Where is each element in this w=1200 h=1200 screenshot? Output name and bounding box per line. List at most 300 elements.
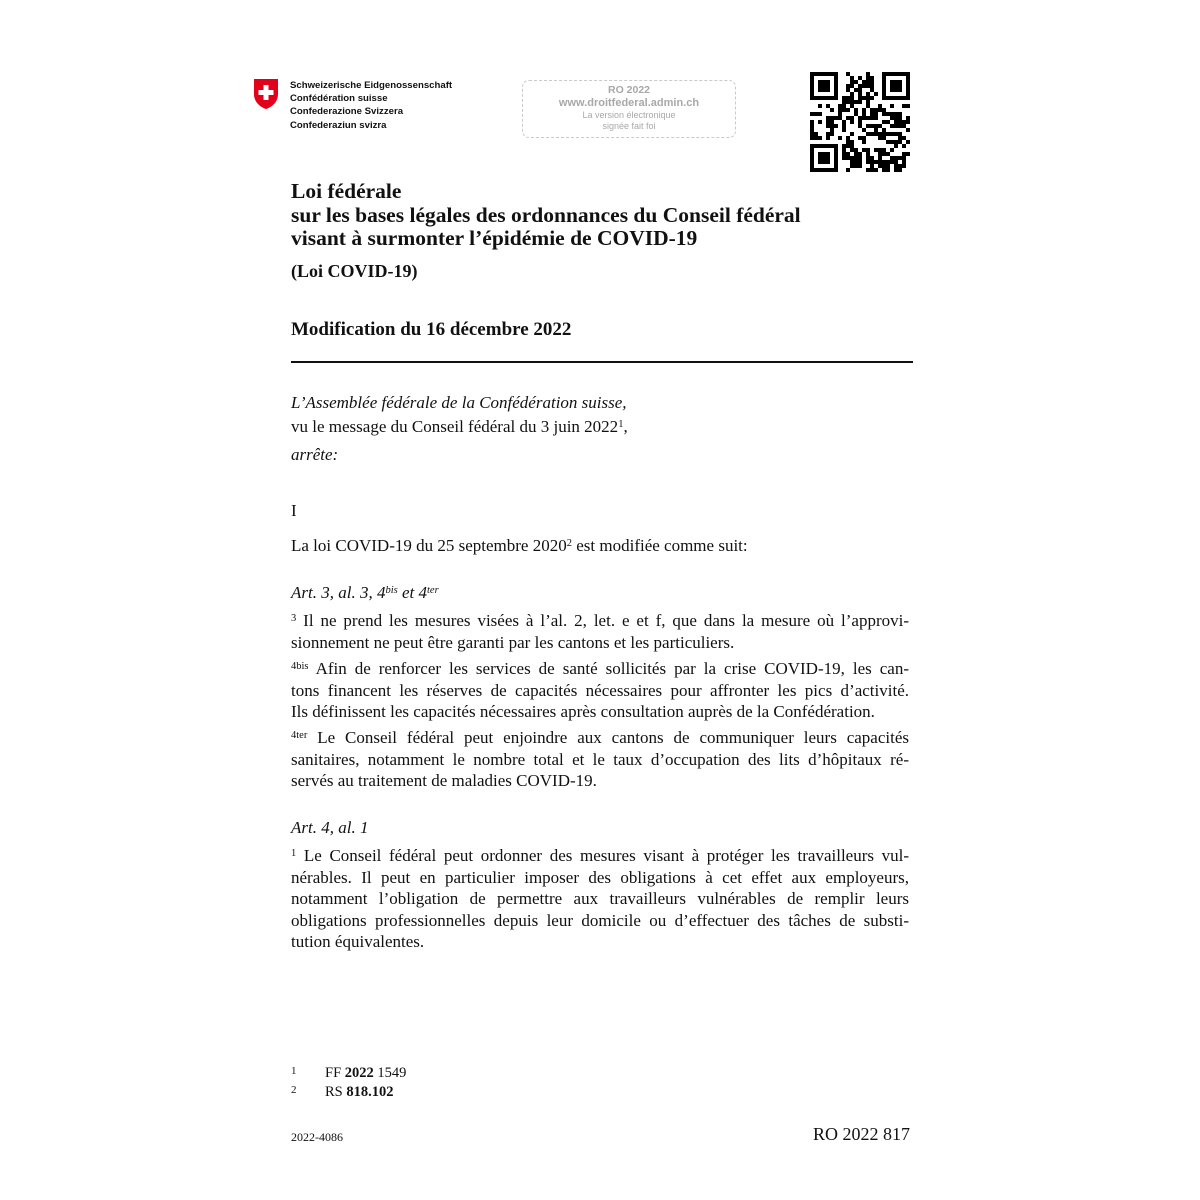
qr-module bbox=[906, 76, 910, 80]
qr-module bbox=[878, 148, 882, 152]
qr-module bbox=[898, 164, 902, 168]
qr-module bbox=[846, 156, 850, 160]
qr-module bbox=[870, 132, 874, 136]
qr-module bbox=[902, 160, 906, 164]
qr-module bbox=[866, 72, 870, 76]
preamble-message-end: , bbox=[623, 417, 628, 436]
preamble-message-text: vu le message du Conseil fédéral du 3 juin 2022 bbox=[291, 417, 619, 436]
qr-module bbox=[850, 116, 854, 120]
electronic-version-stamp bbox=[522, 80, 736, 138]
qr-module bbox=[874, 160, 878, 164]
qr-module bbox=[878, 152, 882, 156]
qr-module bbox=[854, 112, 858, 116]
line-text: Le Conseil fédéral peut ordonner des mesures visant à protéger les travailleurs vul- bbox=[303, 846, 910, 865]
qr-module bbox=[810, 76, 814, 80]
section-intro-end: est modifiée comme suit: bbox=[571, 536, 748, 555]
qr-module bbox=[882, 112, 886, 116]
qr-module bbox=[894, 116, 898, 120]
qr-module bbox=[894, 168, 898, 172]
paragraph-number: 3 bbox=[291, 613, 297, 624]
footnote-ref-2[interactable]: 2 bbox=[566, 538, 572, 549]
qr-module bbox=[846, 100, 850, 104]
qr-module bbox=[902, 96, 906, 100]
qr-module bbox=[886, 160, 890, 164]
qr-module bbox=[838, 116, 842, 120]
qr-module bbox=[846, 144, 850, 148]
qr-module bbox=[834, 168, 838, 172]
qr-module bbox=[862, 116, 866, 120]
qr-module bbox=[826, 160, 830, 164]
qr-module bbox=[854, 152, 858, 156]
qr-module bbox=[894, 164, 898, 168]
qr-module bbox=[810, 80, 814, 84]
art3-paragraph-4bis bbox=[291, 658, 909, 723]
qr-module bbox=[898, 140, 902, 144]
qr-module bbox=[810, 124, 814, 128]
qr-module bbox=[850, 160, 854, 164]
qr-module bbox=[838, 108, 842, 112]
qr-module bbox=[886, 168, 890, 172]
qr-module bbox=[818, 80, 822, 84]
qr-module bbox=[810, 112, 814, 116]
qr-module bbox=[882, 168, 886, 172]
qr-module bbox=[862, 108, 866, 112]
qr-module bbox=[866, 116, 870, 120]
qr-module bbox=[850, 100, 854, 104]
art3-heading-sup-bis: bis bbox=[385, 585, 398, 596]
qr-module bbox=[814, 144, 818, 148]
qr-module bbox=[866, 76, 870, 80]
qr-module bbox=[850, 156, 854, 160]
qr-module bbox=[870, 96, 874, 100]
qr-module bbox=[846, 152, 850, 156]
art4-heading: Art. 4, al. 1 bbox=[291, 818, 369, 837]
qr-module bbox=[890, 132, 894, 136]
qr-module bbox=[862, 80, 866, 84]
qr-module bbox=[890, 80, 894, 84]
qr-module bbox=[878, 132, 882, 136]
qr-module bbox=[858, 84, 862, 88]
footnote-2 bbox=[291, 1082, 406, 1101]
qr-module bbox=[906, 120, 910, 124]
qr-module bbox=[810, 84, 814, 88]
qr-module bbox=[818, 84, 822, 88]
qr-module bbox=[826, 144, 830, 148]
qr-module bbox=[882, 80, 886, 84]
qr-module bbox=[882, 108, 886, 112]
qr-module bbox=[902, 136, 906, 140]
qr-module bbox=[898, 72, 902, 76]
qr-module bbox=[882, 132, 886, 136]
qr-module bbox=[862, 148, 866, 152]
qr-module bbox=[850, 144, 854, 148]
qr-module bbox=[874, 92, 878, 96]
qr-module bbox=[858, 76, 862, 80]
qr-module bbox=[822, 156, 826, 160]
qr-module bbox=[870, 124, 874, 128]
qr-module bbox=[870, 76, 874, 80]
law-title bbox=[291, 180, 801, 251]
qr-module bbox=[826, 156, 830, 160]
qr-module bbox=[902, 164, 906, 168]
qr-module bbox=[878, 136, 882, 140]
qr-module bbox=[834, 124, 838, 128]
qr-module bbox=[890, 124, 894, 128]
qr-module bbox=[894, 140, 898, 144]
qr-module bbox=[850, 132, 854, 136]
qr-module bbox=[814, 132, 818, 136]
qr-module bbox=[810, 96, 814, 100]
qr-module bbox=[866, 84, 870, 88]
qr-module bbox=[842, 120, 846, 124]
qr-module bbox=[842, 96, 846, 100]
footnote-1 bbox=[291, 1063, 406, 1082]
qr-module bbox=[858, 164, 862, 168]
qr-module bbox=[874, 128, 878, 132]
qr-module bbox=[842, 156, 846, 160]
qr-module bbox=[894, 88, 898, 92]
qr-module bbox=[834, 76, 838, 80]
qr-module bbox=[826, 124, 830, 128]
qr-module bbox=[882, 164, 886, 168]
qr-module bbox=[818, 136, 822, 140]
qr-module bbox=[890, 72, 894, 76]
qr-module bbox=[894, 112, 898, 116]
qr-module bbox=[818, 88, 822, 92]
preamble-message bbox=[291, 416, 628, 438]
qr-module bbox=[874, 168, 878, 172]
qr-module bbox=[890, 112, 894, 116]
qr-module bbox=[826, 120, 830, 124]
stamp-website: www.droitfederal.admin.ch bbox=[558, 97, 700, 109]
qr-module bbox=[902, 144, 906, 148]
qr-module bbox=[898, 168, 902, 172]
qr-module bbox=[862, 112, 866, 116]
qr-module bbox=[846, 88, 850, 92]
qr-module bbox=[870, 84, 874, 88]
qr-module bbox=[810, 148, 814, 152]
qr-module bbox=[870, 112, 874, 116]
qr-module bbox=[886, 164, 890, 168]
qr-module bbox=[906, 80, 910, 84]
qr-module bbox=[866, 104, 870, 108]
qr-module bbox=[882, 128, 886, 132]
qr-module bbox=[894, 80, 898, 84]
qr-module bbox=[822, 144, 826, 148]
qr-module bbox=[882, 88, 886, 92]
qr-module bbox=[890, 116, 894, 120]
qr-module bbox=[898, 156, 902, 160]
qr-module bbox=[818, 120, 822, 124]
qr-module bbox=[834, 84, 838, 88]
qr-module bbox=[878, 156, 882, 160]
qr-module bbox=[902, 124, 906, 128]
qr-module bbox=[818, 96, 822, 100]
art4-p1-line-5: tution équivalentes. bbox=[291, 932, 425, 951]
qr-module bbox=[898, 124, 902, 128]
qr-module bbox=[858, 116, 862, 120]
qr-module bbox=[906, 128, 910, 132]
qr-module bbox=[902, 104, 906, 108]
qr-module bbox=[826, 116, 830, 120]
qr-code bbox=[810, 72, 910, 172]
qr-module bbox=[850, 164, 854, 168]
qr-module bbox=[874, 108, 878, 112]
qr-module bbox=[886, 140, 890, 144]
qr-module bbox=[846, 108, 850, 112]
qr-module bbox=[882, 84, 886, 88]
qr-module bbox=[822, 96, 826, 100]
qr-module bbox=[878, 164, 882, 168]
footnote-prefix: FF bbox=[325, 1065, 345, 1081]
qr-module bbox=[894, 156, 898, 160]
qr-module bbox=[866, 152, 870, 156]
qr-module bbox=[858, 120, 862, 124]
confederation-name-fr: Confédération suisse bbox=[290, 93, 388, 105]
qr-module bbox=[866, 92, 870, 96]
stamp-note-2: signée fait foi bbox=[602, 121, 656, 131]
qr-module bbox=[894, 124, 898, 128]
qr-module bbox=[830, 128, 834, 132]
qr-module bbox=[890, 156, 894, 160]
qr-module bbox=[846, 140, 850, 144]
title-divider bbox=[291, 361, 913, 363]
qr-module bbox=[834, 152, 838, 156]
qr-module bbox=[826, 104, 830, 108]
qr-module bbox=[906, 88, 910, 92]
qr-module bbox=[830, 116, 834, 120]
qr-module bbox=[906, 92, 910, 96]
qr-module bbox=[870, 80, 874, 84]
qr-module bbox=[818, 72, 822, 76]
qr-module bbox=[874, 112, 878, 116]
qr-module bbox=[870, 116, 874, 120]
paragraph-number: 4ter bbox=[291, 730, 308, 741]
paragraph-number: 1 bbox=[291, 848, 297, 859]
preamble-assembly: L’Assemblée fédérale de la Confédération suisse, bbox=[291, 393, 627, 412]
qr-module bbox=[870, 88, 874, 92]
qr-module bbox=[854, 88, 858, 92]
qr-module bbox=[894, 96, 898, 100]
qr-module bbox=[874, 132, 878, 136]
qr-module bbox=[858, 96, 862, 100]
qr-module bbox=[906, 84, 910, 88]
qr-module bbox=[898, 88, 902, 92]
qr-module bbox=[822, 168, 826, 172]
qr-module bbox=[866, 132, 870, 136]
qr-module bbox=[826, 168, 830, 172]
qr-module bbox=[866, 96, 870, 100]
qr-module bbox=[810, 156, 814, 160]
qr-module bbox=[842, 128, 846, 132]
qr-module bbox=[830, 108, 834, 112]
qr-module bbox=[870, 108, 874, 112]
qr-module bbox=[834, 160, 838, 164]
qr-module bbox=[894, 120, 898, 124]
qr-module bbox=[862, 84, 866, 88]
qr-module bbox=[846, 96, 850, 100]
qr-module bbox=[886, 132, 890, 136]
qr-module bbox=[826, 136, 830, 140]
modification-date: Modification du 16 décembre 2022 bbox=[291, 319, 572, 340]
qr-module bbox=[810, 152, 814, 156]
qr-module bbox=[850, 92, 854, 96]
qr-module bbox=[826, 96, 830, 100]
qr-module bbox=[846, 136, 850, 140]
footnote-number: 2 bbox=[291, 1084, 297, 1096]
qr-module bbox=[890, 148, 894, 152]
qr-module bbox=[842, 100, 846, 104]
qr-module bbox=[898, 112, 902, 116]
qr-module bbox=[882, 152, 886, 156]
qr-module bbox=[898, 96, 902, 100]
qr-module bbox=[810, 164, 814, 168]
official-reference: RO 2022 817 bbox=[812, 1124, 910, 1144]
art4-p1-line-3: notamment l’obligation de permettre aux travailleurs vulnérables de remplir leurs bbox=[291, 889, 909, 908]
art3-p4ter-line-1 bbox=[291, 727, 909, 749]
footnotes bbox=[291, 1063, 406, 1101]
qr-module bbox=[854, 148, 858, 152]
footnote-page: 1549 bbox=[373, 1065, 407, 1081]
qr-module bbox=[894, 160, 898, 164]
title-line-1: Loi fédérale bbox=[291, 179, 402, 203]
qr-module bbox=[810, 128, 814, 132]
qr-module bbox=[810, 92, 814, 96]
qr-module bbox=[862, 140, 866, 144]
qr-module bbox=[858, 124, 862, 128]
qr-module bbox=[854, 160, 858, 164]
qr-module bbox=[854, 164, 858, 168]
confederation-name-rm: Confederaziun svizra bbox=[290, 119, 387, 131]
qr-module bbox=[850, 120, 854, 124]
qr-module bbox=[858, 100, 862, 104]
qr-module bbox=[814, 168, 818, 172]
qr-module bbox=[826, 72, 830, 76]
qr-module bbox=[866, 168, 870, 172]
qr-module bbox=[862, 128, 866, 132]
qr-module bbox=[838, 104, 842, 108]
qr-module bbox=[858, 88, 862, 92]
qr-module bbox=[854, 108, 858, 112]
qr-module bbox=[822, 152, 826, 156]
qr-module bbox=[870, 156, 874, 160]
footnote-ref-1[interactable]: 1 bbox=[618, 419, 624, 430]
qr-module bbox=[906, 116, 910, 120]
qr-module bbox=[862, 96, 866, 100]
qr-module bbox=[830, 96, 834, 100]
swiss-coat-of-arms-logo bbox=[253, 78, 279, 110]
qr-module bbox=[818, 156, 822, 160]
qr-module bbox=[878, 160, 882, 164]
art3-heading-text: Art. 3, al. 3, 4 bbox=[291, 583, 386, 602]
section-numeral: I bbox=[291, 501, 297, 520]
qr-module bbox=[834, 92, 838, 96]
qr-module bbox=[850, 80, 854, 84]
qr-module bbox=[858, 160, 862, 164]
art3-p4bis-line-3: Ils définissent les capacités nécessaires après consultation auprès de la Confédération. bbox=[291, 702, 875, 721]
art4-p1-line-2: nérables. Il peut en particulier imposer des obligations à cet effet aux employeurs, bbox=[291, 867, 909, 887]
qr-module bbox=[866, 156, 870, 160]
qr-module bbox=[846, 72, 850, 76]
art3-p4ter-line-3: servés au traitement de maladies COVID-19. bbox=[291, 771, 597, 790]
qr-module bbox=[878, 108, 882, 112]
qr-module bbox=[870, 160, 874, 164]
qr-module bbox=[810, 168, 814, 172]
qr-module bbox=[902, 156, 906, 160]
qr-module bbox=[822, 84, 826, 88]
art3-p4ter-line-2: sanitaires, notamment le nombre total et le taux d’occupation des lits d’hôpitaux ré- bbox=[291, 749, 909, 769]
qr-module bbox=[826, 132, 830, 136]
qr-module bbox=[866, 100, 870, 104]
qr-module bbox=[810, 144, 814, 148]
qr-module bbox=[878, 124, 882, 128]
document-number: 2022-4086 bbox=[291, 1130, 343, 1144]
qr-module bbox=[906, 72, 910, 76]
qr-module bbox=[906, 104, 910, 108]
qr-module bbox=[842, 144, 846, 148]
footnote-prefix: RS bbox=[325, 1084, 347, 1100]
qr-module bbox=[818, 168, 822, 172]
qr-module bbox=[846, 116, 850, 120]
qr-module bbox=[866, 124, 870, 128]
section-intro bbox=[291, 535, 748, 557]
art3-heading bbox=[291, 582, 439, 604]
qr-module bbox=[882, 92, 886, 96]
qr-module bbox=[830, 72, 834, 76]
qr-module bbox=[842, 152, 846, 156]
qr-module bbox=[886, 112, 890, 116]
qr-module bbox=[898, 132, 902, 136]
qr-module bbox=[810, 136, 814, 140]
qr-module bbox=[882, 120, 886, 124]
qr-module bbox=[882, 72, 886, 76]
qr-module bbox=[858, 156, 862, 160]
qr-module bbox=[850, 140, 854, 144]
qr-module bbox=[886, 96, 890, 100]
preamble-decrees: arrête: bbox=[291, 445, 339, 464]
qr-module bbox=[834, 116, 838, 120]
art4-paragraph-1 bbox=[291, 845, 909, 953]
qr-module bbox=[826, 152, 830, 156]
qr-module bbox=[814, 72, 818, 76]
qr-module bbox=[810, 132, 814, 136]
qr-module bbox=[870, 168, 874, 172]
qr-module bbox=[894, 144, 898, 148]
qr-module bbox=[882, 160, 886, 164]
qr-module bbox=[890, 84, 894, 88]
qr-module bbox=[854, 156, 858, 160]
qr-module bbox=[818, 104, 822, 108]
qr-module bbox=[890, 104, 894, 108]
qr-module bbox=[830, 132, 834, 136]
qr-module bbox=[830, 168, 834, 172]
qr-module bbox=[850, 76, 854, 80]
confederation-names bbox=[290, 79, 452, 132]
qr-module bbox=[886, 152, 890, 156]
short-title: (Loi COVID-19) bbox=[291, 261, 418, 281]
qr-module bbox=[834, 72, 838, 76]
qr-module bbox=[898, 136, 902, 140]
qr-module bbox=[878, 104, 882, 108]
qr-module bbox=[834, 96, 838, 100]
qr-module bbox=[830, 144, 834, 148]
qr-module bbox=[822, 72, 826, 76]
qr-module bbox=[846, 84, 850, 88]
qr-module bbox=[898, 80, 902, 84]
qr-module bbox=[898, 84, 902, 88]
line-text: Il ne prend les mesures visées à l’al. 2, let. e et f, que dans la mesure où l’approvi- bbox=[303, 611, 910, 630]
art3-p3-line-2: sionnement ne peut être garanti par les cantons et les particuliers. bbox=[291, 632, 735, 652]
